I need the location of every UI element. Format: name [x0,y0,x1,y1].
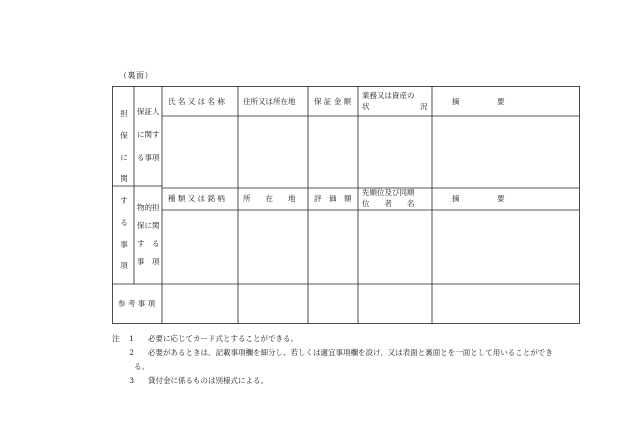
property-label-1: 物的担 [137,203,160,212]
note-text: 必要に応じてカード式とすることができる。 [148,334,298,343]
note-text: 必要があるときは、記載事項欄を細分し、若しくは適宜事項欄を設け、又は表面と裏面とを一面として用いることができ [148,348,553,357]
header-name: 氏 名 又 は 名 称 [168,97,225,106]
header-rank-1: 先順位及び同順 [362,188,415,197]
side-char: す [120,196,128,206]
note-item [112,332,592,346]
header-address: 住所又は所在地 [243,97,296,106]
reference-label: 参 考 事 項 [118,299,156,308]
collateral-side-label [118,110,130,270]
notes-prefix: 注 [112,334,120,343]
note-text: る。 [134,362,149,371]
side-char: 事 [120,239,128,249]
notes [112,332,592,388]
page-label: （裏面） [119,71,153,80]
header-type: 種 類 又 は 銘 柄 [168,194,225,203]
guarantor-label-2: に関す [137,130,160,139]
header-status-1: 業務又は資産の [362,91,415,100]
header-property-remarks: 摘 要 [452,194,505,203]
header-guarantee-amount: 保 証 金 額 [314,97,352,106]
header-valuation: 評 価 額 [314,194,352,203]
header-location: 所 在 地 [243,194,296,203]
guarantor-label-1: 保証人 [137,107,160,116]
side-char: 項 [120,261,128,271]
header-status-2a: 状 [362,102,370,111]
note-number: 3 [129,376,134,385]
side-char: 担 [120,109,128,118]
note-number: 1 [129,334,134,343]
side-char: 保 [120,130,128,140]
guarantor-label-3: る事項 [137,153,160,162]
note-item [112,346,592,360]
property-label-3: す る [137,239,160,248]
header-remarks: 摘 要 [452,97,505,106]
collateral-table [112,86,580,324]
note-text: 貸付金に係るものは別様式による。 [148,376,268,385]
side-char: に [120,152,128,162]
side-char: る [120,217,128,227]
side-char: 関 [120,174,128,184]
header-rank-2: 位 者 名 [362,199,415,208]
table-grid-lines [112,86,580,324]
note-number: 2 [129,348,134,357]
header-status-2b: 況 [420,102,428,111]
note-item [112,374,592,388]
note-item [112,360,592,374]
property-label-2: 保に関 [137,221,160,230]
property-label-4: 事 項 [137,257,160,266]
